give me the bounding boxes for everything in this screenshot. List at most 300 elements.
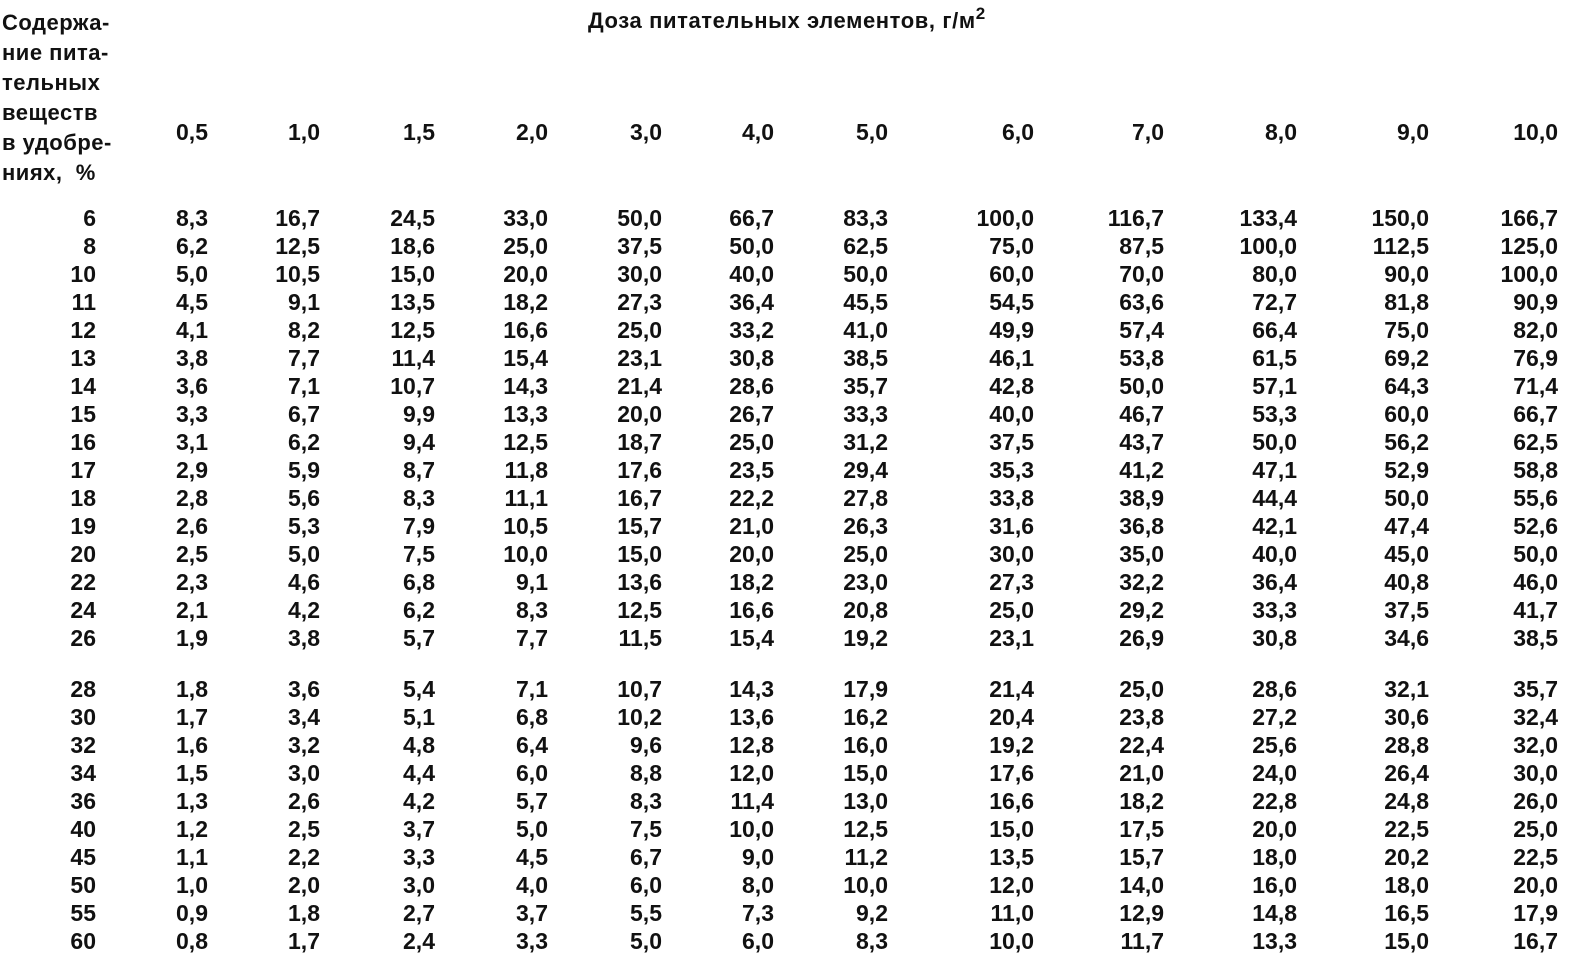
fertilizer-amount-cell: 9,9	[403, 401, 435, 427]
fertilizer-amount-cell: 22,5	[1384, 816, 1429, 842]
fertilizer-amount-cell: 1,3	[176, 788, 208, 814]
fertilizer-amount-cell: 6,0	[516, 760, 548, 786]
fertilizer-amount-cell: 133,4	[1239, 205, 1297, 231]
fertilizer-amount-cell: 8,3	[856, 928, 888, 954]
nutrient-percent-cell: 36	[70, 788, 96, 814]
fertilizer-amount-cell: 9,6	[630, 732, 662, 758]
fertilizer-amount-cell: 25,0	[503, 233, 548, 259]
fertilizer-amount-cell: 7,1	[516, 676, 548, 702]
fertilizer-amount-cell: 33,3	[843, 401, 888, 427]
fertilizer-amount-cell: 3,1	[176, 429, 208, 455]
fertilizer-amount-cell: 9,4	[403, 429, 435, 455]
fertilizer-amount-cell: 4,2	[403, 788, 435, 814]
fertilizer-amount-cell: 6,8	[516, 704, 548, 730]
fertilizer-amount-cell: 4,2	[288, 597, 320, 623]
fertilizer-amount-cell: 18,2	[503, 289, 548, 315]
fertilizer-amount-cell: 29,4	[843, 457, 888, 483]
fertilizer-amount-cell: 27,8	[843, 485, 888, 511]
table-row	[0, 815, 1577, 843]
fertilizer-amount-cell: 5,3	[288, 513, 320, 539]
fertilizer-amount-cell: 33,0	[503, 205, 548, 231]
fertilizer-amount-cell: 3,7	[516, 900, 548, 926]
fertilizer-amount-cell: 41,7	[1513, 597, 1558, 623]
fertilizer-amount-cell: 37,5	[1384, 597, 1429, 623]
table-row	[0, 428, 1577, 456]
fertilizer-amount-cell: 25,0	[843, 541, 888, 567]
column-title-text: Доза питательных элементов, г/м	[588, 8, 976, 33]
fertilizer-amount-cell: 28,8	[1384, 732, 1429, 758]
fertilizer-amount-cell: 50,0	[1119, 373, 1164, 399]
table-row	[0, 316, 1577, 344]
nutrient-percent-cell: 12	[70, 317, 96, 343]
fertilizer-amount-cell: 30,8	[729, 345, 774, 371]
fertilizer-amount-cell: 14,3	[503, 373, 548, 399]
fertilizer-amount-cell: 100,0	[1500, 261, 1558, 287]
fertilizer-amount-cell: 2,9	[176, 457, 208, 483]
table-row	[0, 731, 1577, 759]
fertilizer-amount-cell: 27,3	[989, 569, 1034, 595]
fertilizer-amount-cell: 26,3	[843, 513, 888, 539]
fertilizer-amount-cell: 25,0	[1513, 816, 1558, 842]
fertilizer-amount-cell: 6,0	[630, 872, 662, 898]
fertilizer-amount-cell: 7,3	[742, 900, 774, 926]
fertilizer-amount-cell: 30,0	[1513, 760, 1558, 786]
dose-header-cell: 3,0	[630, 119, 662, 145]
fertilizer-amount-cell: 11,7	[1120, 928, 1164, 954]
fertilizer-amount-cell: 11,1	[504, 485, 548, 511]
dose-header-cell: 6,0	[1002, 119, 1034, 145]
fertilizer-amount-cell: 3,7	[403, 816, 435, 842]
fertilizer-amount-cell: 10,0	[503, 541, 548, 567]
table-row	[0, 260, 1577, 288]
fertilizer-amount-cell: 125,0	[1500, 233, 1558, 259]
fertilizer-amount-cell: 32,2	[1119, 569, 1164, 595]
fertilizer-amount-cell: 18,7	[617, 429, 662, 455]
fertilizer-amount-cell: 1,7	[288, 928, 320, 954]
fertilizer-amount-cell: 76,9	[1513, 345, 1558, 371]
fertilizer-amount-cell: 15,0	[1384, 928, 1429, 954]
fertilizer-amount-cell: 90,9	[1513, 289, 1558, 315]
table-row	[0, 899, 1577, 927]
fertilizer-amount-cell: 13,6	[729, 704, 774, 730]
fertilizer-amount-cell: 72,7	[1252, 289, 1297, 315]
fertilizer-amount-cell: 33,3	[1252, 597, 1297, 623]
fertilizer-amount-cell: 6,2	[176, 233, 208, 259]
fertilizer-amount-cell: 3,3	[403, 844, 435, 870]
fertilizer-amount-cell: 45,5	[843, 289, 888, 315]
fertilizer-amount-cell: 20,0	[503, 261, 548, 287]
fertilizer-amount-cell: 23,0	[843, 569, 888, 595]
fertilizer-amount-cell: 8,3	[176, 205, 208, 231]
fertilizer-amount-cell: 24,5	[390, 205, 435, 231]
fertilizer-amount-cell: 18,0	[1252, 844, 1297, 870]
fertilizer-amount-cell: 46,7	[1119, 401, 1164, 427]
fertilizer-amount-cell: 61,5	[1252, 345, 1297, 371]
fertilizer-amount-cell: 50,0	[617, 205, 662, 231]
fertilizer-amount-cell: 60,0	[989, 261, 1034, 287]
fertilizer-amount-cell: 30,6	[1384, 704, 1429, 730]
fertilizer-amount-cell: 47,4	[1384, 513, 1429, 539]
dose-header-cell: 5,0	[856, 119, 888, 145]
fertilizer-amount-cell: 12,5	[390, 317, 435, 343]
fertilizer-amount-cell: 35,7	[1513, 676, 1558, 702]
fertilizer-amount-cell: 8,3	[516, 597, 548, 623]
table-row	[0, 400, 1577, 428]
fertilizer-amount-cell: 7,7	[516, 625, 548, 651]
fertilizer-amount-cell: 83,3	[843, 205, 888, 231]
table-row	[0, 703, 1577, 731]
fertilizer-amount-cell: 29,2	[1119, 597, 1164, 623]
table-row	[0, 232, 1577, 260]
fertilizer-amount-cell: 53,3	[1252, 401, 1297, 427]
fertilizer-amount-cell: 5,7	[516, 788, 548, 814]
nutrient-percent-cell: 18	[70, 485, 96, 511]
fertilizer-amount-cell: 16,6	[729, 597, 774, 623]
fertilizer-amount-cell: 15,0	[989, 816, 1034, 842]
fertilizer-amount-cell: 75,0	[989, 233, 1034, 259]
fertilizer-amount-cell: 24,8	[1384, 788, 1429, 814]
fertilizer-amount-cell: 52,9	[1384, 457, 1429, 483]
table-row	[0, 484, 1577, 512]
fertilizer-amount-cell: 12,0	[989, 872, 1034, 898]
nutrient-percent-cell: 50	[70, 872, 96, 898]
fertilizer-amount-cell: 166,7	[1500, 205, 1558, 231]
fertilizer-amount-cell: 5,7	[403, 625, 435, 651]
fertilizer-amount-cell: 49,9	[989, 317, 1034, 343]
fertilizer-amount-cell: 38,5	[1513, 625, 1558, 651]
table-row	[0, 204, 1577, 232]
fertilizer-amount-cell: 10,5	[503, 513, 548, 539]
fertilizer-amount-cell: 34,6	[1384, 625, 1429, 651]
table-row	[0, 512, 1577, 540]
fertilizer-amount-cell: 5,0	[176, 261, 208, 287]
fertilizer-amount-cell: 87,5	[1119, 233, 1164, 259]
dose-header-cell: 1,0	[288, 119, 320, 145]
fertilizer-amount-cell: 22,5	[1513, 844, 1558, 870]
nutrient-percent-cell: 34	[70, 760, 96, 786]
nutrient-percent-cell: 24	[70, 597, 96, 623]
fertilizer-amount-cell: 10,0	[729, 816, 774, 842]
fertilizer-amount-cell: 11,4	[730, 788, 774, 814]
fertilizer-amount-cell: 5,0	[288, 541, 320, 567]
fertilizer-amount-cell: 26,4	[1384, 760, 1429, 786]
fertilizer-amount-cell: 10,0	[843, 872, 888, 898]
fertilizer-amount-cell: 46,1	[989, 345, 1034, 371]
fertilizer-amount-cell: 60,0	[1384, 401, 1429, 427]
fertilizer-amount-cell: 3,0	[288, 760, 320, 786]
fertilizer-amount-cell: 24,0	[1252, 760, 1297, 786]
fertilizer-amount-cell: 4,5	[176, 289, 208, 315]
fertilizer-amount-cell: 22,4	[1119, 732, 1164, 758]
fertilizer-amount-cell: 12,5	[503, 429, 548, 455]
fertilizer-amount-cell: 30,8	[1252, 625, 1297, 651]
table-row	[0, 596, 1577, 624]
fertilizer-amount-cell: 15,0	[843, 760, 888, 786]
fertilizer-amount-cell: 22,8	[1252, 788, 1297, 814]
fertilizer-amount-cell: 116,7	[1107, 205, 1164, 231]
nutrient-percent-cell: 11	[71, 289, 96, 315]
nutrient-percent-cell: 45	[70, 844, 96, 870]
fertilizer-amount-cell: 37,5	[989, 429, 1034, 455]
fertilizer-amount-cell: 28,6	[1252, 676, 1297, 702]
fertilizer-amount-cell: 62,5	[843, 233, 888, 259]
fertilizer-amount-cell: 15,7	[617, 513, 662, 539]
fertilizer-amount-cell: 27,2	[1252, 704, 1297, 730]
fertilizer-amount-cell: 35,3	[989, 457, 1034, 483]
fertilizer-amount-cell: 3,8	[288, 625, 320, 651]
fertilizer-amount-cell: 1,5	[176, 760, 208, 786]
fertilizer-amount-cell: 38,5	[843, 345, 888, 371]
fertilizer-amount-cell: 17,5	[1119, 816, 1164, 842]
fertilizer-amount-cell: 70,0	[1119, 261, 1164, 287]
fertilizer-amount-cell: 2,7	[403, 900, 435, 926]
fertilizer-amount-cell: 54,5	[989, 289, 1034, 315]
nutrient-percent-cell: 13	[70, 345, 96, 371]
fertilizer-amount-cell: 13,3	[503, 401, 548, 427]
fertilizer-amount-cell: 18,6	[390, 233, 435, 259]
fertilizer-amount-cell: 32,0	[1513, 732, 1558, 758]
fertilizer-amount-cell: 3,3	[516, 928, 548, 954]
fertilizer-amount-cell: 10,7	[390, 373, 435, 399]
table-row	[0, 456, 1577, 484]
fertilizer-amount-cell: 53,8	[1119, 345, 1164, 371]
fertilizer-amount-cell: 26,7	[729, 401, 774, 427]
fertilizer-amount-cell: 1,9	[176, 625, 208, 651]
fertilizer-amount-cell: 37,5	[617, 233, 662, 259]
fertilizer-amount-cell: 33,2	[729, 317, 774, 343]
fertilizer-amount-cell: 25,0	[989, 597, 1034, 623]
fertilizer-amount-cell: 4,6	[288, 569, 320, 595]
fertilizer-amount-cell: 6,2	[288, 429, 320, 455]
fertilizer-amount-cell: 16,7	[1513, 928, 1558, 954]
fertilizer-amount-cell: 2,2	[288, 844, 320, 870]
fertilizer-amount-cell: 6,7	[288, 401, 320, 427]
fertilizer-amount-cell: 10,5	[275, 261, 320, 287]
fertilizer-amount-cell: 9,1	[516, 569, 548, 595]
column-title-superscript: 2	[975, 4, 986, 23]
dose-header-cell: 2,0	[516, 119, 548, 145]
fertilizer-amount-cell: 3,0	[403, 872, 435, 898]
fertilizer-amount-cell: 5,9	[288, 457, 320, 483]
fertilizer-amount-cell: 8,7	[403, 457, 435, 483]
fertilizer-amount-cell: 8,3	[630, 788, 662, 814]
fertilizer-amount-cell: 100,0	[976, 205, 1034, 231]
fertilizer-amount-cell: 11,8	[504, 457, 548, 483]
fertilizer-amount-cell: 17,6	[617, 457, 662, 483]
fertilizer-amount-cell: 2,5	[288, 816, 320, 842]
nutrient-percent-cell: 30	[70, 704, 96, 730]
table-row	[0, 568, 1577, 596]
nutrient-percent-cell: 16	[70, 429, 96, 455]
fertilizer-amount-cell: 11,2	[844, 844, 888, 870]
fertilizer-amount-cell: 3,8	[176, 345, 208, 371]
fertilizer-amount-cell: 36,4	[729, 289, 774, 315]
fertilizer-amount-cell: 52,6	[1513, 513, 1558, 539]
fertilizer-amount-cell: 20,0	[1513, 872, 1558, 898]
fertilizer-amount-cell: 21,4	[989, 676, 1034, 702]
fertilizer-amount-cell: 4,0	[516, 872, 548, 898]
fertilizer-amount-cell: 14,0	[1119, 872, 1164, 898]
fertilizer-amount-cell: 57,1	[1252, 373, 1297, 399]
fertilizer-amount-cell: 6,4	[516, 732, 548, 758]
fertilizer-amount-cell: 18,0	[1384, 872, 1429, 898]
fertilizer-amount-cell: 1,6	[176, 732, 208, 758]
nutrient-percent-cell: 19	[70, 513, 96, 539]
fertilizer-amount-cell: 19,2	[843, 625, 888, 651]
fertilizer-amount-cell: 6,0	[742, 928, 774, 954]
nutrient-percent-cell: 26	[70, 625, 96, 651]
fertilizer-amount-cell: 35,0	[1119, 541, 1164, 567]
fertilizer-amount-cell: 13,3	[1252, 928, 1297, 954]
fertilizer-amount-cell: 33,8	[989, 485, 1034, 511]
fertilizer-amount-cell: 8,0	[742, 872, 774, 898]
fertilizer-amount-cell: 3,4	[288, 704, 320, 730]
fertilizer-amount-cell: 16,0	[843, 732, 888, 758]
fertilizer-amount-cell: 16,7	[275, 205, 320, 231]
fertilizer-amount-cell: 1,1	[176, 844, 208, 870]
fertilizer-amount-cell: 12,5	[843, 816, 888, 842]
fertilizer-amount-cell: 0,8	[176, 928, 208, 954]
nutrient-percent-cell: 28	[70, 676, 96, 702]
nutrient-percent-cell: 60	[70, 928, 96, 954]
fertilizer-amount-cell: 25,6	[1252, 732, 1297, 758]
fertilizer-amount-cell: 8,8	[630, 760, 662, 786]
fertilizer-amount-cell: 7,1	[288, 373, 320, 399]
fertilizer-amount-cell: 56,2	[1384, 429, 1429, 455]
fertilizer-amount-cell: 6,8	[403, 569, 435, 595]
fertilizer-amount-cell: 38,9	[1119, 485, 1164, 511]
fertilizer-amount-cell: 30,0	[617, 261, 662, 287]
fertilizer-amount-cell: 12,5	[275, 233, 320, 259]
fertilizer-amount-cell: 5,1	[403, 704, 435, 730]
dose-header-cell: 1,5	[403, 119, 435, 145]
fertilizer-amount-cell: 18,2	[729, 569, 774, 595]
dose-header-cell: 7,0	[1132, 119, 1164, 145]
fertilizer-amount-cell: 14,8	[1252, 900, 1297, 926]
fertilizer-amount-cell: 14,3	[729, 676, 774, 702]
table-row	[0, 787, 1577, 815]
fertilizer-amount-cell: 22,2	[729, 485, 774, 511]
nutrient-percent-cell: 8	[83, 233, 96, 259]
fertilizer-amount-cell: 7,5	[630, 816, 662, 842]
fertilizer-amount-cell: 30,0	[989, 541, 1034, 567]
fertilizer-amount-cell: 5,0	[630, 928, 662, 954]
dose-header-cell: 4,0	[742, 119, 774, 145]
fertilizer-amount-cell: 5,6	[288, 485, 320, 511]
fertilizer-amount-cell: 15,0	[390, 261, 435, 287]
fertilizer-amount-cell: 20,0	[617, 401, 662, 427]
table-row	[0, 843, 1577, 871]
dose-header-cell: 8,0	[1265, 119, 1297, 145]
fertilizer-amount-cell: 16,6	[989, 788, 1034, 814]
fertilizer-amount-cell: 3,6	[176, 373, 208, 399]
fertilizer-amount-cell: 50,0	[1513, 541, 1558, 567]
fertilizer-amount-cell: 1,7	[176, 704, 208, 730]
table-row	[0, 288, 1577, 316]
fertilizer-amount-cell: 12,8	[729, 732, 774, 758]
fertilizer-amount-cell: 40,8	[1384, 569, 1429, 595]
fertilizer-amount-cell: 46,0	[1513, 569, 1558, 595]
fertilizer-amount-cell: 44,4	[1252, 485, 1297, 511]
fertilizer-amount-cell: 10,0	[989, 928, 1034, 954]
fertilizer-amount-cell: 2,6	[288, 788, 320, 814]
fertilizer-amount-cell: 2,1	[176, 597, 208, 623]
fertilizer-amount-cell: 23,5	[729, 457, 774, 483]
fertilizer-amount-cell: 31,2	[843, 429, 888, 455]
fertilizer-amount-cell: 17,6	[989, 760, 1034, 786]
table-row	[0, 927, 1577, 955]
dose-header-cell: 10,0	[1513, 119, 1558, 145]
fertilizer-amount-cell: 64,3	[1384, 373, 1429, 399]
fertilizer-amount-cell: 6,7	[630, 844, 662, 870]
fertilizer-amount-cell: 90,0	[1384, 261, 1429, 287]
fertilizer-amount-cell: 2,0	[288, 872, 320, 898]
fertilizer-amount-cell: 15,4	[729, 625, 774, 651]
fertilizer-amount-cell: 20,4	[989, 704, 1034, 730]
fertilizer-amount-cell: 1,2	[176, 816, 208, 842]
fertilizer-amount-cell: 15,4	[503, 345, 548, 371]
fertilizer-amount-cell: 26,0	[1513, 788, 1558, 814]
fertilizer-amount-cell: 8,3	[403, 485, 435, 511]
fertilizer-amount-cell: 9,2	[856, 900, 888, 926]
fertilizer-amount-cell: 69,2	[1384, 345, 1429, 371]
fertilizer-amount-cell: 6,2	[403, 597, 435, 623]
fertilizer-amount-cell: 5,0	[516, 816, 548, 842]
fertilizer-amount-cell: 20,8	[843, 597, 888, 623]
fertilizer-amount-cell: 23,1	[617, 345, 662, 371]
fertilizer-amount-cell: 7,5	[403, 541, 435, 567]
fertilizer-amount-cell: 26,9	[1119, 625, 1164, 651]
nutrient-percent-cell: 10	[70, 261, 96, 287]
fertilizer-amount-cell: 47,1	[1252, 457, 1297, 483]
fertilizer-amount-cell: 3,2	[288, 732, 320, 758]
fertilizer-amount-cell: 10,7	[617, 676, 662, 702]
fertilizer-amount-cell: 31,6	[989, 513, 1034, 539]
fertilizer-amount-cell: 112,5	[1372, 233, 1429, 259]
fertilizer-amount-cell: 11,4	[391, 345, 435, 371]
nutrient-percent-cell: 20	[70, 541, 96, 567]
fertilizer-amount-cell: 66,7	[1513, 401, 1558, 427]
fertilizer-amount-cell: 150,0	[1371, 205, 1429, 231]
nutrient-percent-cell: 6	[83, 205, 96, 231]
table-row	[0, 871, 1577, 899]
fertilizer-amount-cell: 40,0	[729, 261, 774, 287]
fertilizer-amount-cell: 15,0	[617, 541, 662, 567]
fertilizer-amount-cell: 42,1	[1252, 513, 1297, 539]
fertilizer-amount-cell: 20,0	[1252, 816, 1297, 842]
fertilizer-amount-cell: 4,1	[176, 317, 208, 343]
fertilizer-amount-cell: 19,2	[989, 732, 1034, 758]
fertilizer-amount-cell: 20,2	[1384, 844, 1429, 870]
fertilizer-amount-cell: 81,8	[1384, 289, 1429, 315]
fertilizer-amount-cell: 32,1	[1384, 676, 1429, 702]
fertilizer-amount-cell: 18,2	[1119, 788, 1164, 814]
fertilizer-amount-cell: 23,8	[1119, 704, 1164, 730]
fertilizer-amount-cell: 80,0	[1252, 261, 1297, 287]
dose-header-cell: 0,5	[176, 119, 208, 145]
fertilizer-amount-cell: 16,2	[843, 704, 888, 730]
fertilizer-amount-cell: 20,0	[729, 541, 774, 567]
fertilizer-amount-cell: 63,6	[1119, 289, 1164, 315]
fertilizer-amount-cell: 2,4	[403, 928, 435, 954]
table-row	[0, 344, 1577, 372]
dose-header-cell: 9,0	[1397, 119, 1429, 145]
nutrient-percent-cell: 17	[70, 457, 96, 483]
fertilizer-amount-cell: 1,8	[176, 676, 208, 702]
fertilizer-amount-cell: 57,4	[1119, 317, 1164, 343]
fertilizer-amount-cell: 17,9	[1513, 900, 1558, 926]
fertilizer-amount-cell: 11,5	[618, 625, 662, 651]
